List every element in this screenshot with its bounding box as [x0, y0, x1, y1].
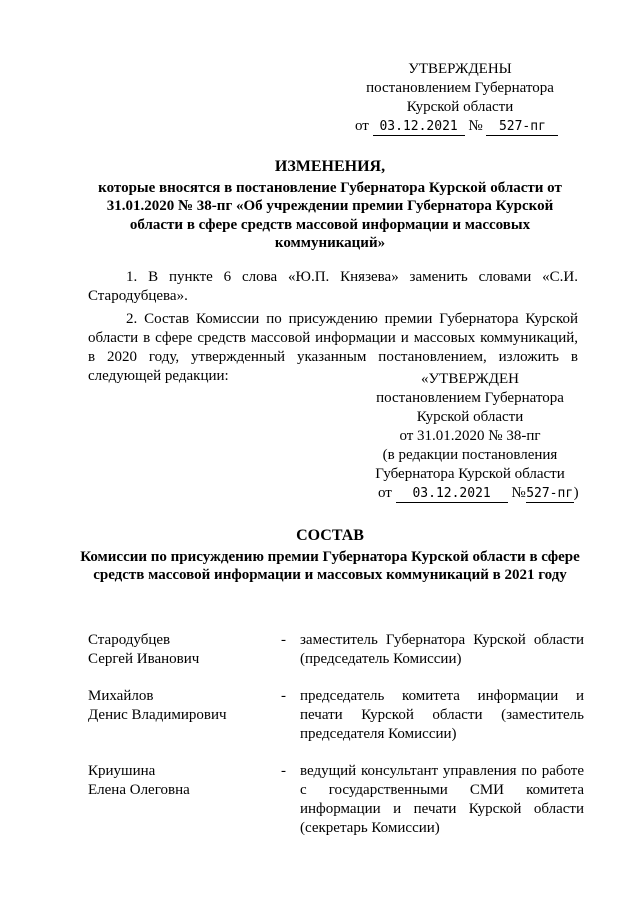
- approval-block: [360, 370, 580, 503]
- changes-title-sub: которые вносятся в постановление Губернатора Курской области от 31.01.2020 № 38-пг «Об учреждении премии Губернатора Курской области в сфере средств массовой информации и массовых коммуникаций»: [98, 179, 562, 251]
- changes-title: [80, 158, 580, 253]
- changes-title-main: ИЗМЕНЕНИЯ,: [274, 158, 386, 175]
- approval-stamp: [300, 60, 620, 136]
- paragraph-2: 2. Состав Комиссии по присуждению премии Губернатора Курской области в сфере средств массовой информации и массовых коммуникаций, в 2020 году, утвержденный указанным постановлением, изложить в следующей редакции:: [88, 311, 578, 384]
- approval-block-line-3: Курской области: [416, 409, 524, 425]
- member-dash: -: [281, 632, 286, 648]
- approved-heading: УТВЕРЖДЕНЫ: [408, 61, 512, 77]
- date-prefix: от: [355, 118, 369, 134]
- composition-title: [80, 527, 580, 585]
- member-name: [88, 631, 278, 669]
- approval-block-number: 527-пг: [526, 486, 574, 501]
- approval-block-line-4: от 31.01.2020 № 38-пг: [399, 428, 541, 444]
- member-given-name: Елена Олеговна: [88, 782, 190, 798]
- approved-region: Курской области: [406, 99, 514, 115]
- number-prefix: №: [511, 485, 526, 501]
- member-row: [88, 762, 584, 838]
- member-row: [88, 631, 584, 669]
- composition-title-main: СОСТАВ: [296, 527, 364, 544]
- date-prefix: от: [378, 485, 392, 501]
- member-surname: Михайлов: [88, 688, 154, 704]
- approval-block-date-number: [360, 484, 580, 503]
- member-role: председатель комитета информации и печати Курской области (заместитель председателя Комиссии): [300, 688, 584, 742]
- approved-by: постановлением Губернатора: [366, 80, 554, 96]
- approval-number: 527-пг: [486, 119, 558, 136]
- approval-block-line-2: постановлением Губернатора: [376, 390, 564, 406]
- member-surname: Стародубцев: [88, 632, 171, 648]
- member-surname: Криушина: [88, 763, 156, 779]
- member-role: ведущий консультант управления по работе с государственными СМИ комитета информации и печати Курской области (секретарь Комиссии): [300, 763, 584, 836]
- member-dash: -: [281, 688, 286, 704]
- member-given-name: Сергей Иванович: [88, 651, 200, 667]
- member-name: [88, 687, 278, 725]
- approval-date: 03.12.2021: [373, 119, 465, 136]
- closing-paren: ): [573, 485, 579, 501]
- approval-block-line-6: Губернатора Курской области: [375, 466, 565, 482]
- approval-block-line-1: «УТВЕРЖДЕН: [421, 371, 519, 387]
- member-given-name: Денис Владимирович: [88, 707, 227, 723]
- approval-block-date: 03.12.2021: [396, 486, 508, 503]
- member-name: [88, 762, 278, 800]
- number-prefix: №: [468, 118, 483, 134]
- member-row: [88, 687, 584, 744]
- paragraph-1: 1. В пункте 6 слова «Ю.П. Князева» заменить словами «С.И. Стародубцева».: [88, 269, 578, 304]
- composition-title-sub: Комиссии по присуждению премии Губернатора Курской области в сфере средств массовой информации и массовых коммуникаций в 2021 году: [80, 548, 580, 583]
- members-list: [88, 631, 584, 856]
- approval-block-line-5: (в редакции постановления: [382, 447, 558, 463]
- member-dash: -: [281, 763, 286, 779]
- member-role: заместитель Губернатора Курской области (председатель Комиссии): [300, 632, 584, 667]
- approval-date-number: [300, 117, 620, 136]
